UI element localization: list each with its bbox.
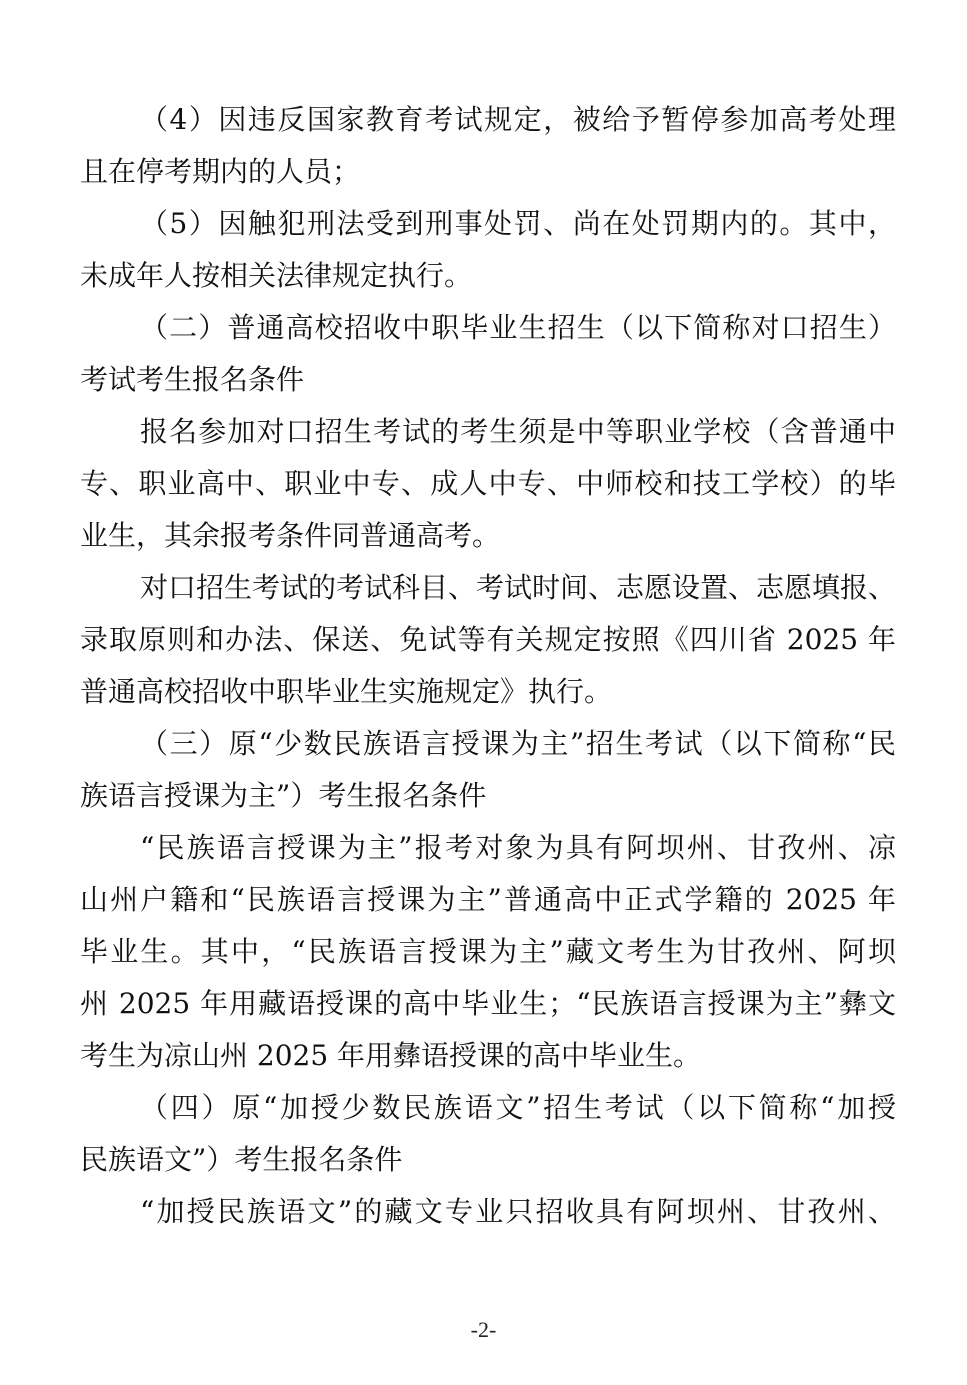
text-line: “加授民族语文”的藏文专业只招收具有阿坝州、甘孜州、 <box>140 1195 896 1228</box>
section-heading-line: （三）原“少数民族语言授课为主”招生考试（以下简称“民 <box>140 727 896 760</box>
text-line: 普通高校招收中职毕业生实施规定》执行。 <box>80 675 613 708</box>
text-line: 未成年人按相关法律规定执行。 <box>80 259 473 292</box>
text-line: （4）因违反国家教育考试规定，被给予暂停参加高考处理 <box>140 103 896 136</box>
text-line: 报名参加对口招生考试的考生须是中等职业学校（含普通中 <box>140 415 896 448</box>
text-line: 毕业生。其中，“民族语言授课为主”藏文考生为甘孜州、阿坝 <box>80 935 896 968</box>
section-heading-line: 族语言授课为主”）考生报名条件 <box>80 779 487 812</box>
text-line: 考生为凉山州 2025 年用彝语授课的高中毕业生。 <box>80 1039 702 1072</box>
text-line: 对口招生考试的考试科目、考试时间、志愿设置、志愿填报、 <box>140 571 896 604</box>
text-line: 专、职业高中、职业中专、成人中专、中师校和技工学校）的毕 <box>80 467 896 500</box>
text-line: 山州户籍和“民族语言授课为主”普通高中正式学籍的 2025 年 <box>80 883 896 916</box>
section-heading-line: 考试考生报名条件 <box>80 363 305 396</box>
text-line: 且在停考期内的人员； <box>80 155 361 188</box>
text-line: （5）因触犯刑法受到刑事处罚、尚在处罚期内的。其中， <box>140 207 896 240</box>
section-heading-line: （二）普通高校招收中职毕业生招生（以下简称对口招生） <box>140 311 896 344</box>
text-line: 业生，其余报考条件同普通高考。 <box>80 519 501 552</box>
section-heading-line: （四）原“加授少数民族语文”招生考试（以下简称“加授 <box>140 1091 896 1124</box>
text-line: “民族语言授课为主”报考对象为具有阿坝州、甘孜州、凉 <box>140 831 896 864</box>
text-line: 州 2025 年用藏语授课的高中毕业生；“民族语言授课为主”彝文 <box>80 987 896 1020</box>
section-heading-line: 民族语文”）考生报名条件 <box>80 1143 403 1176</box>
text-line: 录取原则和办法、保送、免试等有关规定按照《四川省 2025 年 <box>80 623 896 656</box>
page-number: -2- <box>470 1317 497 1342</box>
